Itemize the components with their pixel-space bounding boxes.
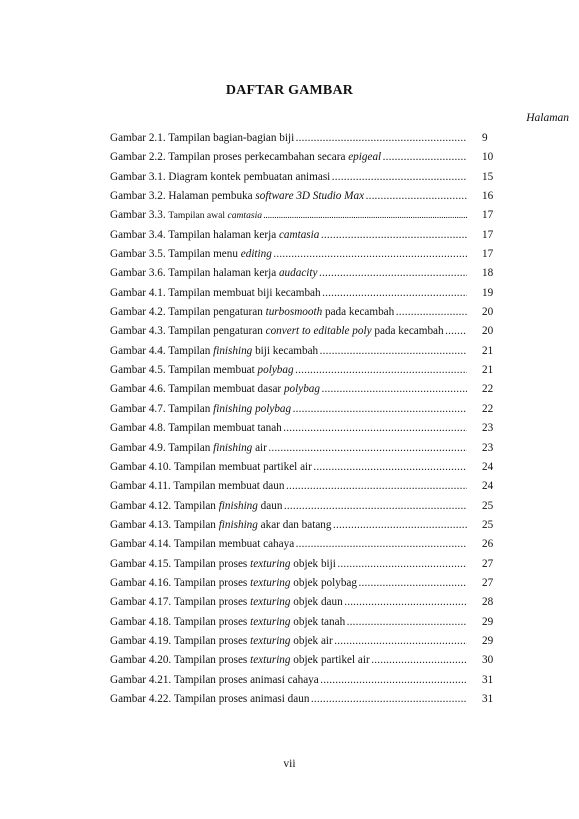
figure-title-italic: finishing bbox=[213, 344, 253, 357]
figure-entry-label bbox=[110, 651, 467, 670]
figure-page-number: 27 bbox=[482, 576, 494, 589]
figure-number: Gambar 4.19. bbox=[110, 634, 174, 647]
figure-number: Gambar 4.5. bbox=[110, 364, 169, 377]
figure-entry-label bbox=[110, 187, 467, 206]
figure-page-number: 24 bbox=[482, 480, 494, 493]
figure-number: Gambar 4.9. bbox=[110, 441, 169, 454]
figure-title: Tampilan proses animasi cahaya bbox=[173, 673, 319, 686]
figure-title: Tampilan membuat tanah bbox=[168, 422, 282, 435]
figure-page-number: 25 bbox=[482, 518, 494, 531]
figure-title-italic: camtasia bbox=[227, 210, 263, 222]
figure-page-number: 31 bbox=[482, 692, 494, 705]
figure-entry-label bbox=[110, 690, 467, 709]
figure-entry-label bbox=[110, 593, 467, 612]
page-title: DAFTAR GAMBAR bbox=[225, 83, 354, 98]
figure-page-number: 29 bbox=[482, 634, 494, 647]
figure-number: Gambar 4.18. bbox=[110, 615, 174, 628]
figure-title-italic: texturing bbox=[250, 557, 291, 570]
figure-title-italic: texturing bbox=[250, 576, 291, 589]
figure-page-number: 10 bbox=[482, 151, 494, 164]
list-item bbox=[110, 574, 498, 593]
list-item bbox=[110, 671, 498, 690]
figure-page-number: 21 bbox=[482, 364, 494, 377]
figure-entry-label bbox=[110, 516, 467, 535]
figure-page-number: 28 bbox=[482, 596, 494, 609]
list-item bbox=[110, 458, 498, 477]
figure-title-suffix: objek polybag bbox=[290, 576, 357, 589]
page-number: vii bbox=[283, 758, 296, 770]
figure-title: Tampilan proses bbox=[173, 634, 251, 647]
figure-title: Tampilan membuat partikel air bbox=[173, 460, 312, 473]
figure-entry-label bbox=[110, 168, 467, 187]
figure-page-number: 20 bbox=[482, 306, 494, 319]
figure-list bbox=[110, 129, 498, 709]
figure-entry-label bbox=[110, 400, 467, 419]
list-item bbox=[110, 477, 498, 496]
list-item bbox=[110, 497, 498, 516]
list-item bbox=[110, 516, 498, 535]
figure-number: Gambar 4.2. bbox=[110, 306, 169, 319]
figure-title: Tampilan membuat daun bbox=[173, 480, 285, 493]
figure-title: Tampilan pengaturan bbox=[168, 306, 266, 319]
figure-title: Tampilan proses animasi daun bbox=[173, 692, 310, 705]
figure-page-number: 22 bbox=[482, 383, 494, 396]
figure-page-number: 23 bbox=[482, 441, 494, 454]
figure-entry-label bbox=[110, 555, 467, 574]
figure-entry-label bbox=[110, 613, 467, 632]
figure-title: Halaman pembuka bbox=[168, 190, 256, 203]
figure-title: Tampilan proses bbox=[173, 654, 251, 667]
figure-page-number: 17 bbox=[482, 248, 494, 261]
figure-title-italic: finishing bbox=[218, 518, 258, 531]
figure-page-number: 30 bbox=[482, 654, 494, 667]
figure-title-italic: finishing bbox=[218, 499, 258, 512]
figure-title-suffix: daun bbox=[257, 499, 283, 512]
list-item bbox=[110, 284, 498, 303]
figure-title: Tampilan membuat biji kecambah bbox=[168, 286, 321, 299]
figure-number: Gambar 4.22. bbox=[110, 692, 174, 705]
figure-page-number: 15 bbox=[482, 170, 494, 183]
figure-page-number: 20 bbox=[482, 325, 494, 338]
figure-number: Gambar 4.4. bbox=[110, 344, 169, 357]
figure-entry-label bbox=[110, 129, 467, 148]
figure-title-suffix: objek biji bbox=[290, 557, 336, 570]
figure-title-italic: texturing bbox=[250, 654, 291, 667]
figure-title-italic: turbosmooth bbox=[265, 306, 323, 319]
figure-number: Gambar 3.2. bbox=[110, 190, 169, 203]
figure-entry-label bbox=[110, 574, 467, 593]
list-item bbox=[110, 632, 498, 651]
figure-title: Tampilan bbox=[168, 402, 214, 415]
figure-title: Tampilan awal bbox=[168, 210, 228, 222]
list-item bbox=[110, 206, 498, 225]
figure-title: Tampilan bbox=[173, 518, 219, 531]
figure-number: Gambar 4.13. bbox=[110, 518, 174, 531]
figure-page-number: 16 bbox=[482, 190, 494, 203]
figure-page-number: 29 bbox=[482, 615, 494, 628]
figure-number: Gambar 4.15. bbox=[110, 557, 174, 570]
figure-entry-label bbox=[110, 497, 467, 516]
figure-title: Tampilan proses perkecambahan secara bbox=[168, 151, 349, 164]
figure-title: Tampilan bbox=[173, 499, 219, 512]
figure-number: Gambar 3.3. bbox=[110, 209, 169, 222]
list-item bbox=[110, 690, 498, 709]
figure-entry-label bbox=[110, 535, 467, 554]
list-item bbox=[110, 187, 498, 206]
list-item bbox=[110, 400, 498, 419]
figure-entry-label bbox=[110, 361, 467, 380]
figure-number: Gambar 4.7. bbox=[110, 402, 169, 415]
figure-page-number: 19 bbox=[482, 286, 494, 299]
figure-page-number: 21 bbox=[482, 344, 494, 357]
figure-title-italic: camtasia bbox=[278, 228, 320, 241]
figure-title-italic: polybag bbox=[283, 383, 320, 396]
list-item bbox=[110, 264, 498, 283]
figure-number: Gambar 4.1. bbox=[110, 286, 169, 299]
figure-title: Tampilan proses bbox=[173, 557, 251, 570]
figure-page-number: 22 bbox=[482, 402, 494, 415]
figure-number: Gambar 4.11. bbox=[110, 480, 174, 493]
figure-entry-label bbox=[110, 380, 467, 399]
figure-page-number: 31 bbox=[482, 673, 494, 686]
figure-title-suffix: objek tanah bbox=[290, 615, 346, 628]
figure-title: Tampilan proses bbox=[173, 615, 251, 628]
figure-number: Gambar 4.3. bbox=[110, 325, 169, 338]
figure-number: Gambar 3.4. bbox=[110, 228, 169, 241]
figure-page-number: 18 bbox=[482, 267, 494, 280]
figure-entry-label bbox=[110, 322, 467, 341]
figure-title: Tampilan pengaturan bbox=[168, 325, 266, 338]
figure-title-italic: convert to editable poly bbox=[265, 325, 372, 338]
figure-entry-label bbox=[110, 303, 467, 322]
figure-entry-label bbox=[110, 477, 467, 496]
figure-number: Gambar 4.12. bbox=[110, 499, 174, 512]
list-item bbox=[110, 226, 498, 245]
figure-page-number: 17 bbox=[482, 228, 494, 241]
figure-title: Tampilan bagian-bagian biji bbox=[168, 132, 295, 144]
list-item bbox=[110, 303, 498, 322]
list-item bbox=[110, 555, 498, 574]
figure-title-suffix: akar dan batang bbox=[257, 518, 332, 531]
figure-title: Tampilan proses bbox=[173, 596, 251, 609]
list-item bbox=[110, 361, 498, 380]
figure-title-suffix: pada kecambah bbox=[371, 325, 444, 338]
figure-page-number: 26 bbox=[482, 538, 494, 551]
figure-title: Tampilan membuat cahaya bbox=[173, 538, 295, 551]
figure-number: Gambar 4.14. bbox=[110, 538, 174, 551]
figure-page-number: 23 bbox=[482, 422, 494, 435]
list-item bbox=[110, 535, 498, 554]
figure-entry-label bbox=[110, 458, 467, 477]
list-item bbox=[110, 342, 498, 361]
figure-entry-label bbox=[110, 245, 467, 264]
figure-title-suffix: air bbox=[252, 441, 267, 454]
figure-title: Tampilan halaman kerja bbox=[168, 228, 279, 241]
figure-title: Tampilan membuat dasar bbox=[168, 383, 284, 396]
figure-number: Gambar 3.6. bbox=[110, 267, 169, 280]
figure-entry-label bbox=[110, 226, 467, 245]
figure-page-number: 17 bbox=[482, 209, 494, 222]
figure-title-suffix: objek air bbox=[290, 634, 333, 647]
figure-title: Tampilan proses bbox=[173, 576, 251, 589]
figure-title: Tampilan halaman kerja bbox=[168, 267, 279, 280]
figure-entry-label bbox=[110, 206, 467, 225]
figure-number: Gambar 4.6. bbox=[110, 383, 169, 396]
figure-entry-label bbox=[110, 439, 467, 458]
figure-title-suffix: biji kecambah bbox=[252, 344, 319, 357]
figure-title-italic: finishing polybag bbox=[213, 402, 292, 415]
figure-title: Tampilan bbox=[168, 344, 214, 357]
list-item bbox=[110, 168, 498, 187]
figure-entry-label bbox=[110, 671, 467, 690]
figure-number: Gambar 3.1. bbox=[110, 170, 169, 183]
list-item bbox=[110, 439, 498, 458]
figure-entry-label bbox=[110, 632, 467, 651]
figure-number: Gambar 4.20. bbox=[110, 654, 174, 667]
figure-title-italic: texturing bbox=[250, 596, 291, 609]
figure-title: Tampilan membuat bbox=[168, 364, 258, 377]
figure-number: Gambar 4.17. bbox=[110, 596, 174, 609]
list-item bbox=[110, 419, 498, 438]
figure-entry-label bbox=[110, 419, 467, 438]
figure-number: Gambar 2.2. bbox=[110, 151, 169, 164]
figure-title-italic: epigeal bbox=[348, 151, 382, 164]
figure-title-italic: texturing bbox=[250, 615, 291, 628]
list-item bbox=[110, 148, 498, 167]
figure-title-italic: editing bbox=[240, 248, 272, 261]
figure-title-suffix: objek partikel air bbox=[290, 654, 370, 667]
figure-title-italic: texturing bbox=[250, 634, 291, 647]
figure-entry-label bbox=[110, 342, 467, 361]
figure-number: Gambar 3.5. bbox=[110, 248, 169, 261]
figure-number: Gambar 4.16. bbox=[110, 576, 174, 589]
figure-entry-label bbox=[110, 148, 467, 167]
figure-number: Gambar 4.8. bbox=[110, 422, 169, 435]
figure-page-number: 27 bbox=[482, 557, 494, 570]
list-item bbox=[110, 322, 498, 341]
figure-number: Gambar 4.10. bbox=[110, 460, 174, 473]
page-column-header: Halaman bbox=[526, 112, 569, 124]
figure-entry-label bbox=[110, 284, 467, 303]
figure-number: Gambar 2.1. bbox=[110, 132, 169, 144]
figure-page-number: 25 bbox=[482, 499, 494, 512]
figure-title-italic: polybag bbox=[257, 364, 294, 377]
figure-title: Tampilan bbox=[168, 441, 214, 454]
list-item bbox=[110, 380, 498, 399]
figure-title: Tampilan menu bbox=[168, 248, 241, 261]
figure-title-italic: audacity bbox=[278, 267, 318, 280]
figure-title-suffix: objek daun bbox=[290, 596, 343, 609]
figure-title-italic: software 3D Studio Max bbox=[255, 190, 365, 203]
figure-title: Diagram kontek pembuatan animasi bbox=[168, 170, 331, 183]
figure-number: Gambar 4.21. bbox=[110, 673, 174, 686]
figure-entry-label bbox=[110, 264, 467, 283]
figure-title-italic: finishing bbox=[213, 441, 253, 454]
list-item bbox=[110, 129, 498, 148]
list-item bbox=[110, 613, 498, 632]
list-item bbox=[110, 245, 498, 264]
list-item bbox=[110, 593, 498, 612]
figure-page-number: 24 bbox=[482, 460, 494, 473]
figure-title-suffix: pada kecambah bbox=[322, 306, 395, 319]
list-item bbox=[110, 651, 498, 670]
figure-page-number: 9 bbox=[482, 132, 488, 144]
